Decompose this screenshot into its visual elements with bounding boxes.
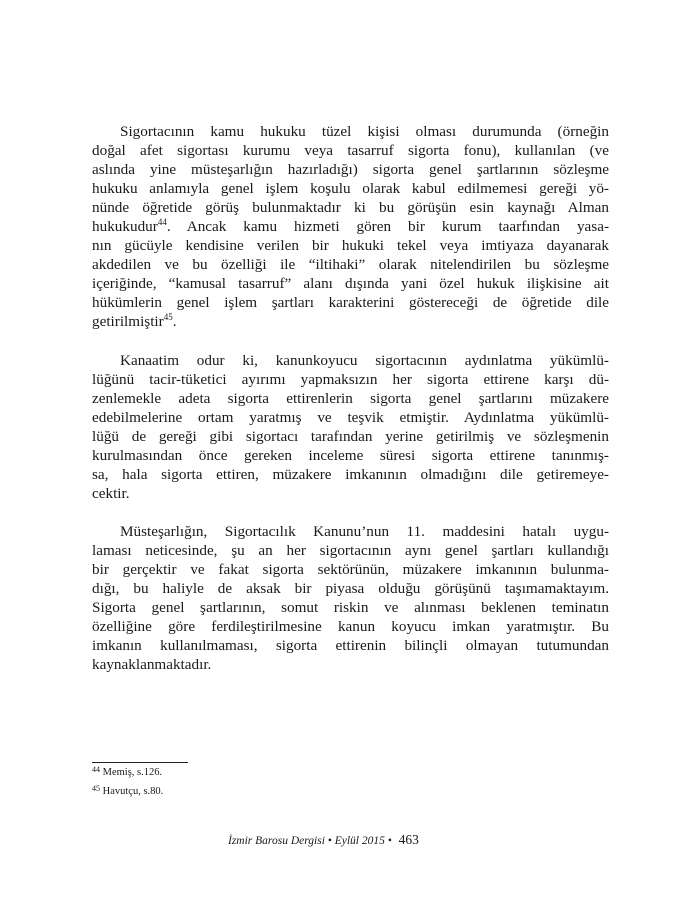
paragraph xyxy=(92,351,609,503)
text-run: . xyxy=(172,313,177,330)
text-line: doğal afet sigortası kurumu veya tasarruf sigorta fonu), kullanılan (ve xyxy=(92,142,609,159)
text-line: kaynaklanmaktadır. xyxy=(92,656,212,673)
running-footer xyxy=(228,832,468,848)
footnote-text: Memiş, s.126. xyxy=(102,767,163,778)
footnote xyxy=(92,785,163,799)
text-line: Kanaatim odur ki, kanunkoyucu sigortacının aydınlatma yükümlü- xyxy=(120,352,609,369)
text-line: içeriğinde, “kamusal tasarruf” alanı dışında yani özel hukuk ilişkisine ait xyxy=(92,275,609,292)
text-run: hukukudur xyxy=(92,218,158,235)
footnote-ref[interactable]: 44 xyxy=(157,217,167,227)
text-line: akdedilen ve bu özelliği ile “iltihaki” olarak nitelendirilen bu sözleşme xyxy=(92,256,609,273)
text-line: hukuku anlamıyla genel işlem koşulu olarak kabul edilmemesi gereği yö- xyxy=(92,180,609,197)
text-line: aslında yine müsteşarlığın hazırladığı) sigorta genel şartlarının sözleşme xyxy=(92,161,609,178)
paragraph xyxy=(92,522,609,674)
text-line: laması neticesinde, şu an her sigortacının aynı genel şartları kullandığı xyxy=(92,542,609,559)
text-line: cektir. xyxy=(92,485,130,502)
page-number: 463 xyxy=(398,832,419,847)
text-line: bir gerçektir ve fakat sigorta sektörünün, müzakere imkanının bulunma- xyxy=(92,561,609,578)
text-line: sa, hala sigorta ettiren, müzakere imkanının olmadığını dile getiremeye- xyxy=(92,466,609,483)
text-line: nünde öğretide görüş bulunmaktadır ki bu görüşün esin kaynağı Alman xyxy=(92,199,609,216)
text-line: lüğü de gereği gibi sigortacı tarafından yerine getirilmiş ve sözleşmenin xyxy=(92,428,609,445)
issue-date: Eylül 2015 xyxy=(334,835,385,847)
text-run: . Ancak kamu hizmeti gören bir kurum taarfından yasa- xyxy=(166,218,609,235)
text-line xyxy=(92,217,609,236)
text-line: nın gücüyle kendisine verilen bir hukuki tekel veya imtiyaza dayanarak xyxy=(92,237,609,254)
footnote-ref[interactable]: 45 xyxy=(163,312,173,322)
text-line: dığı, bu haliyle de aksak bir piyasa olduğu görüşünü taşımamaktayım. xyxy=(92,580,609,597)
footnote xyxy=(92,766,162,780)
bullet-separator: • xyxy=(324,835,335,847)
footnote-number: 44 xyxy=(92,765,100,774)
footnote-divider xyxy=(92,762,188,763)
text-line: imkanın kullanılmaması, sigorta ettirenin bilinçli olmayan tutumundan xyxy=(92,637,609,654)
text-line: edebilmelerine ortam yaratmış ve teşvik etmiştir. Aydınlatma yükümlü- xyxy=(92,409,609,426)
text-line xyxy=(92,312,609,331)
footnote-number: 45 xyxy=(92,784,100,793)
text-line: kurulmasından önce gereken inceleme süresi sigorta ettirene tanınmış- xyxy=(92,447,609,464)
text-line: Sigorta genel şartlarının, somut riskin ve alınması beklenen teminatın xyxy=(92,599,609,616)
text-line: özelliğine göre ferdileştirilmesine kanun koyucu imkan yaratmıştır. Bu xyxy=(92,618,609,635)
text-line: Sigortacının kamu hukuku tüzel kişisi olması durumunda (örneğin xyxy=(120,123,609,140)
journal-title: İzmir Barosu Dergisi xyxy=(228,835,325,847)
text-line: zenlemekle adeta sigorta ettirenlerin sigorta genel şartlarını müzakere xyxy=(92,390,609,407)
text-line: Müsteşarlığın, Sigortacılık Kanunu’nun 11. maddesini hatalı uygu- xyxy=(120,523,609,540)
paragraph xyxy=(92,122,609,331)
bullet-separator: • xyxy=(384,835,395,847)
text-line: lüğünü tacir-tüketici ayırımı yapmaksızın her sigorta ettirene karşı dü- xyxy=(92,371,609,388)
text-line: hükümlerin genel işlem şartları karakterini göstereceği de öğretide dile xyxy=(92,294,609,311)
text-run: getirilmiştir xyxy=(92,313,164,330)
footnote-text: Havutçu, s.80. xyxy=(102,786,164,797)
